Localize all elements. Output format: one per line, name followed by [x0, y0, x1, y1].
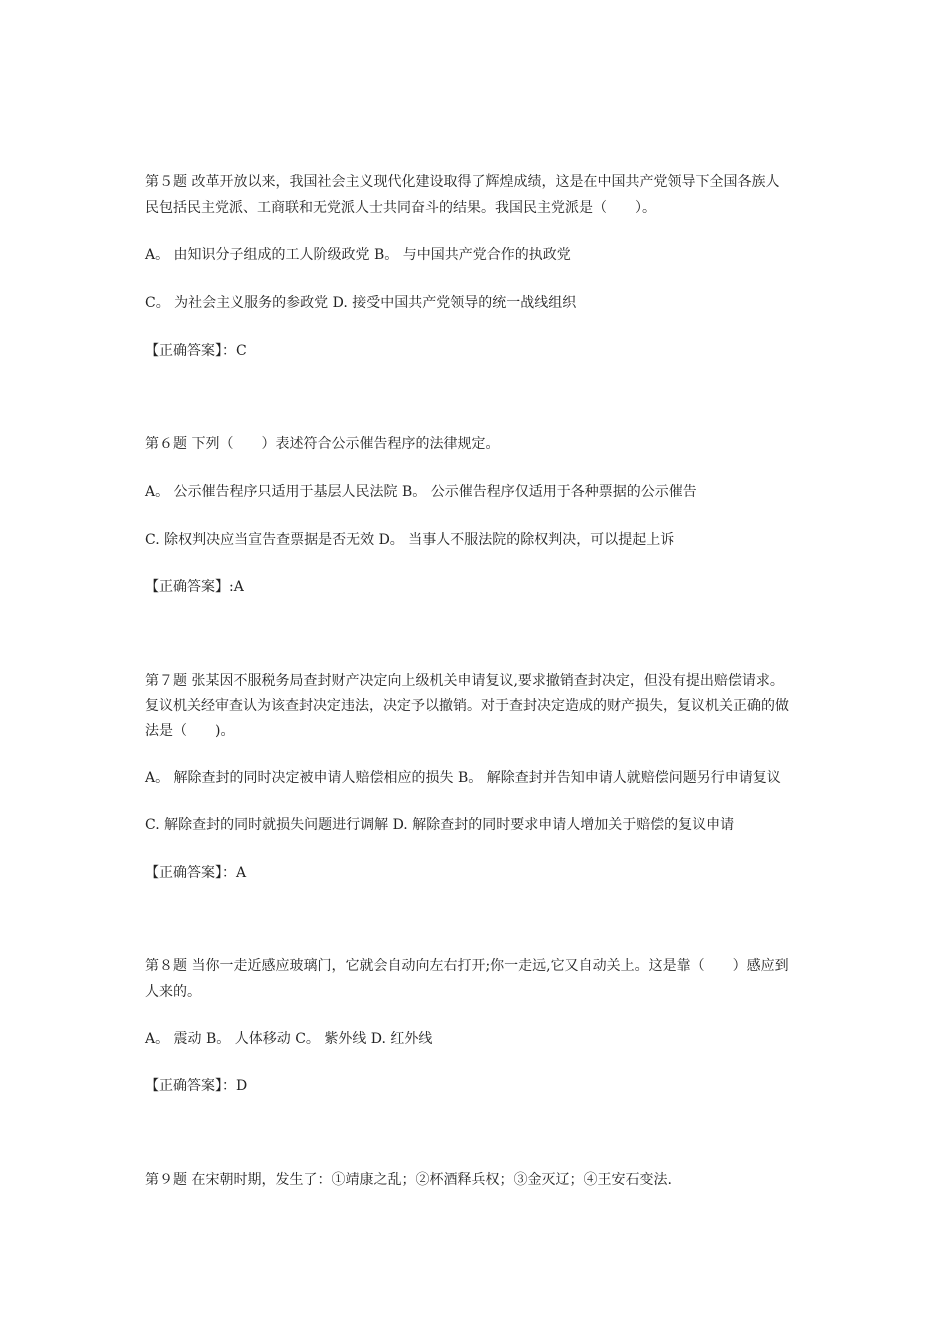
question-7-options-line-1: A。 解除查封的同时决定被申请人赔偿相应的损失 B。 解除查封并告知申请人就赔偿问题另行申请复议 — [145, 770, 781, 786]
question-7-text-line-3: 法是（ )。 — [145, 723, 235, 739]
question-7-text-line-2: 复议机关经审查认为该查封决定违法，决定予以撤销。对于查封决定造成的财产损失，复议机关正确的做 — [145, 698, 789, 714]
question-6-text-line-1: 第６题 下列（ ）表述符合公示催告程序的法律规定。 — [145, 436, 500, 452]
question-8-options-line-1: A。 震动 B。 人体移动 C。 紫外线 D. 红外线 — [145, 1031, 433, 1047]
question-6-options-line-2: C. 除权判决应当宣告查票据是否无效 D。 当事人不服法院的除权判决，可以提起上诉 — [145, 532, 675, 548]
question-7-text-line-1: 第７题 张某因不服税务局查封财产决定向上级机关申请复议,要求撤销查封决定，但没有提出赔偿请求。 — [145, 673, 784, 689]
question-8-answer: 【正确答案】：D — [145, 1078, 248, 1094]
question-6-options-line-1: A。 公示催告程序只适用于基层人民法院 B。 公示催告程序仅适用于各种票据的公示催告 — [145, 484, 697, 500]
question-8-text-line-2: 人来的。 — [145, 984, 201, 1000]
question-9-text-line-1: 第９题 在宋朝时期，发生了：①靖康之乱；②杯酒释兵权；③金灭辽；④王安石变法. — [145, 1172, 672, 1188]
question-5-options-line-2: C。 为社会主义服务的参政党 D. 接受中国共产党领导的统一战线组织 — [145, 295, 577, 311]
question-7-options-line-2: C. 解除查封的同时就损失问题进行调解 D. 解除查封的同时要求申请人增加关于赔偿的复议申请 — [145, 817, 735, 833]
question-5-options-line-1: A。 由知识分子组成的工人阶级政党 B。 与中国共产党合作的执政党 — [145, 247, 571, 263]
question-5-text-line-1: 第５题 改革开放以来，我国社会主义现代化建设取得了辉煌成绩，这是在中国共产党领导下全国各族人 — [145, 174, 780, 190]
question-7-answer: 【正确答案】：A — [145, 865, 247, 881]
question-5-text-line-2: 民包括民主党派、工商联和无党派人士共同奋斗的结果。我国民主党派是（ ）。 — [145, 200, 656, 216]
question-5-answer: 【正确答案】：C — [145, 343, 247, 359]
question-8-text-line-1: 第８题 当你一走近感应玻璃门，它就会自动向左右打开;你一走远,它又自动关上。这是靠（ ）感应到 — [145, 958, 789, 974]
question-6-answer: 【正确答案】:A — [145, 579, 244, 595]
